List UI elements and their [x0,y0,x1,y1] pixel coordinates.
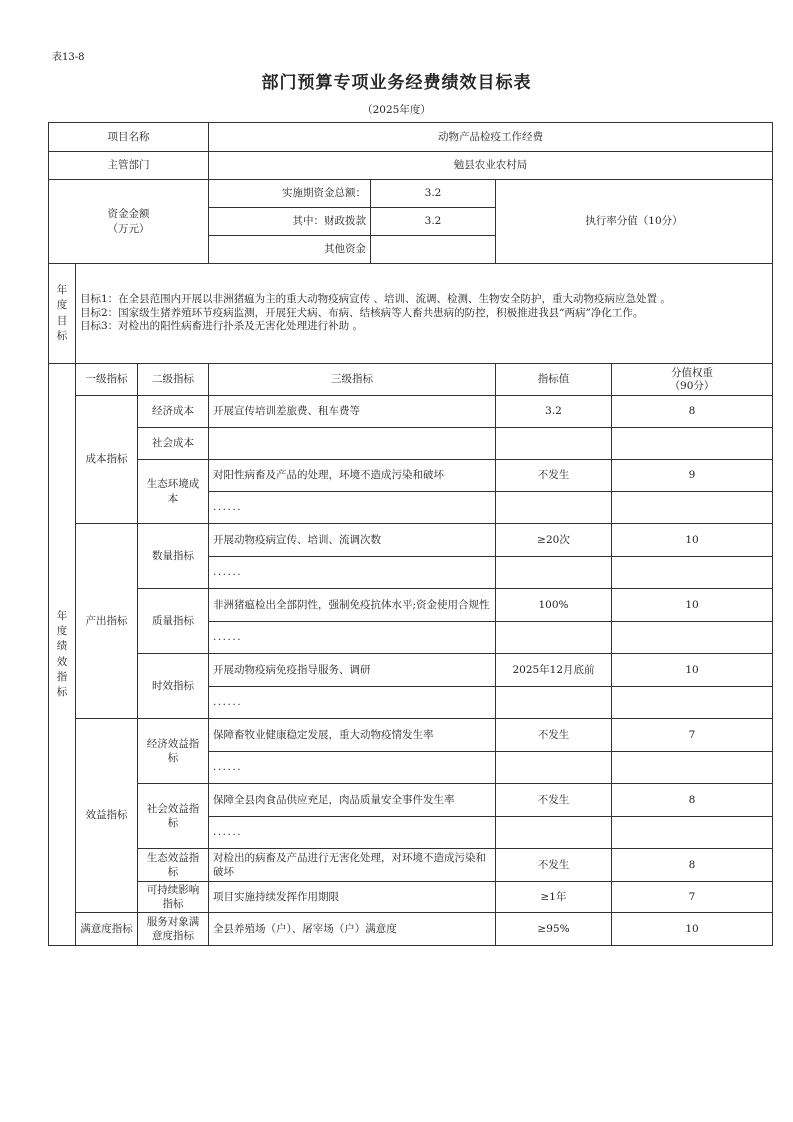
social-benefit-weight: 8 [612,784,773,817]
quantity-value: ≥20次 [496,524,612,557]
cost-indicator-label: 成本指标 [76,396,138,524]
social-benefit-label: 社会效益指 标 [138,784,209,849]
service-satisfaction-value: ≥95% [496,913,612,946]
benefit-indicator-label: 效益指标 [76,719,138,913]
goal-2: 目标2：国家级生猪养殖环节疫病监测，开展狂犬病、布病、结核病等人畜共患病的防控，积极推进我县“两病”净化工作。 [80,306,644,319]
dept-value: 勉县农业农村局 [209,152,773,180]
table-row [49,849,773,882]
dept-label: 主管部门 [49,152,209,180]
funds-fiscal-label: 其中：财政拨款 [209,208,371,236]
funds-fiscal-value: 3.2 [371,208,496,236]
quantity-label: 数量指标 [138,524,209,589]
col-level3-header: 三级指标 [209,364,496,396]
quality-weight: 10 [612,589,773,622]
goal-3: 目标3：对检出的阳性病畜进行扑杀及无害化处理进行补助 。 [80,320,364,333]
eco-benefit-label: 生态效益指 标 [138,849,209,882]
performance-target-table [48,122,773,946]
funds-total-value: 3.2 [371,180,496,208]
table-row [49,428,773,460]
funds-label: 资金金额 （万元） [49,180,209,264]
col-weight-header: 分值权重 （90分） [612,364,773,396]
funds-total-row [49,180,773,208]
indicators-section-label: 年 度 绩 效 指 标 [49,364,76,946]
funds-other-label: 其他资金 [209,236,371,264]
dept-row [49,152,773,180]
project-name-value: 动物产品检疫工作经费 [209,123,773,152]
funds-total-label: 实施期资金总额： [209,180,371,208]
table-row [49,654,773,687]
indicators-header-row [49,364,773,396]
economic-cost-value: 3.2 [496,396,612,428]
eco-benefit-item: 对检出的病畜及产品进行无害化处理，对环境不造成污染和破坏 [209,849,496,882]
ellipsis: ...... [209,492,496,524]
table-row [49,913,773,946]
timeliness-item: 开展动物疫病免疫指导服务、调研 [209,654,496,687]
economic-benefit-label: 经济效益指 标 [138,719,209,784]
sustain-label: 可持续影响 指标 [138,882,209,913]
eco-benefit-value: 不发生 [496,849,612,882]
eco-benefit-weight: 8 [612,849,773,882]
eco-env-cost-value: 不发生 [496,460,612,492]
economic-benefit-weight: 7 [612,719,773,752]
service-satisfaction-item: 全县养殖场（户）、屠宰场（户）满意度 [209,913,496,946]
quality-item: 非洲猪瘟检出全部阴性，强制免疫抗体水平;资金使用合规性 [209,589,496,622]
output-indicator-label: 产出指标 [76,524,138,719]
timeliness-label: 时效指标 [138,654,209,719]
eco-env-cost-item: 对阳性病畜及产品的处理，环境不造成污染和破坏 [209,460,496,492]
service-satisfaction-weight: 10 [612,913,773,946]
table-row [49,784,773,817]
economic-cost-label: 经济成本 [138,396,209,428]
ellipsis: ...... [209,817,496,849]
col-level1-header: 一级指标 [76,364,138,396]
ellipsis: ...... [209,557,496,589]
project-name-row [49,123,773,152]
eco-env-cost-label: 生态环境成 本 [138,460,209,524]
sustain-weight: 7 [612,882,773,913]
ellipsis: ...... [209,687,496,719]
social-cost-label: 社会成本 [138,428,209,460]
ellipsis: ...... [209,752,496,784]
quality-label: 质量指标 [138,589,209,654]
table-row [49,719,773,752]
table-row [49,589,773,622]
economic-benefit-value: 不发生 [496,719,612,752]
annual-goals-label: 年 度 目 标 [49,264,76,364]
social-benefit-value: 不发生 [496,784,612,817]
quantity-weight: 10 [612,524,773,557]
sustain-item: 项目实施持续发挥作用期限 [209,882,496,913]
col-level2-header: 二级指标 [138,364,209,396]
ellipsis: ...... [209,622,496,654]
annual-goals-row [49,264,773,364]
quality-value: 100% [496,589,612,622]
social-benefit-item: 保障全县肉食品供应充足，肉品质量安全事件发生率 [209,784,496,817]
annual-goals-text [76,264,773,364]
budget-year: （2025年度） [362,104,431,116]
economic-benefit-item: 保障畜牧业健康稳定发展，重大动物疫情发生率 [209,719,496,752]
timeliness-value: 2025年12月底前 [496,654,612,687]
sustain-value: ≥1年 [496,882,612,913]
exec-rate-label: 执行率分值（10分） [496,180,773,264]
table-row [49,524,773,557]
timeliness-weight: 10 [612,654,773,687]
table-row [49,460,773,492]
col-value-header: 指标值 [496,364,612,396]
eco-env-cost-weight: 9 [612,460,773,492]
satisfaction-indicator-label: 满意度指标 [76,913,138,946]
economic-cost-item: 开展宣传培训差旅费、租车费等 [209,396,496,428]
goal-1: 目标1：在全县范围内开展以非洲猪瘟为主的重大动物疫病宣传 、培训、流调、检测、生物安全防护，重大动物疫病应急处置 。 [80,293,671,306]
funds-other-value [371,236,496,264]
page-title: 部门预算专项业务经费绩效目标表 [261,73,532,93]
table-row [49,396,773,428]
form-code: 表13-8 [52,52,85,63]
table-row [49,882,773,913]
service-satisfaction-label: 服务对象满 意度指标 [138,913,209,946]
economic-cost-weight: 8 [612,396,773,428]
project-name-label: 项目名称 [49,123,209,152]
quantity-item: 开展动物疫病宣传、培训、流调次数 [209,524,496,557]
